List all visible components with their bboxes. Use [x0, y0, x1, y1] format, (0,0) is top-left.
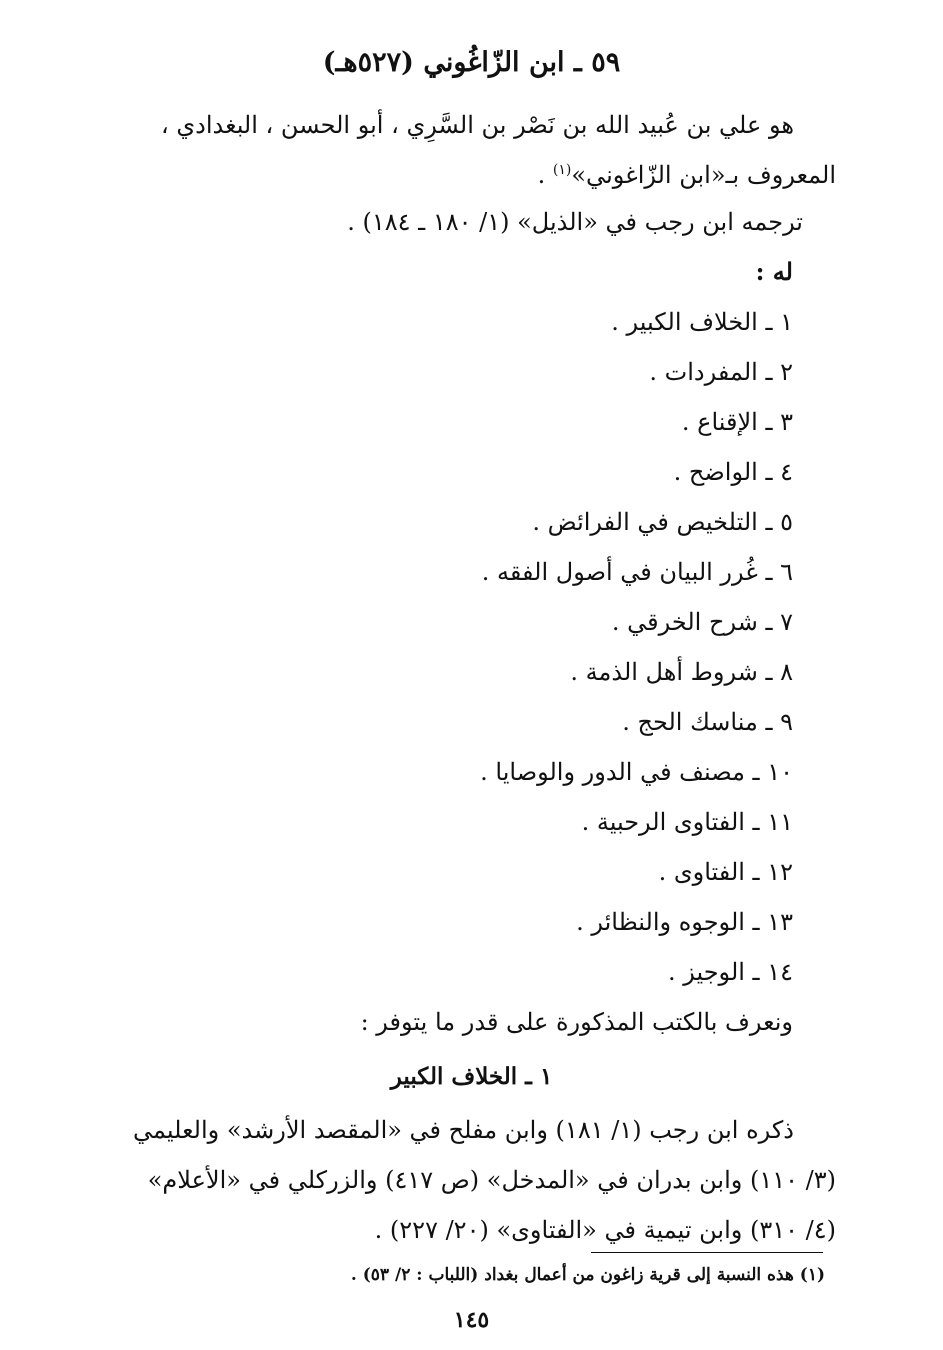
section-line-2: (٣/ ١١٠) وابن بدران في «المدخل» (ص ٤١٧) والزركلي في «الأعلام» — [147, 1166, 836, 1194]
intro-paragraph — [110, 100, 836, 200]
list-item: ١٤ ـ الوجيز . — [667, 958, 793, 986]
page-number: ١٤٥ — [453, 1307, 490, 1333]
list-item: ٦ ـ غُرر البيان في أصول الفقه . — [481, 558, 793, 586]
intro-line-1: هو علي بن عُبيد الله بن نَصْر بن السَّرِي ، أبو الحسن ، البغدادي ، — [161, 111, 794, 139]
list-item: ٨ ـ شروط أهل الذمة . — [570, 658, 793, 686]
works-intro: ونعرف بالكتب المذكورة على قدر ما يتوفر : — [360, 1008, 793, 1036]
footnote-marker: (١) — [552, 162, 572, 178]
intro-line-2-end: . — [537, 161, 553, 189]
list-item: ٣ ـ الإقناع . — [681, 408, 793, 436]
intro-line-2-text: المعروف بـ«ابن الزّاغوني» — [571, 161, 836, 189]
list-item: ١١ ـ الفتاوى الرحبية . — [581, 808, 793, 836]
list-item: ١٠ ـ مصنف في الدور والوصايا . — [480, 758, 793, 786]
list-item: ٥ ـ التلخيص في الفرائض . — [532, 508, 793, 536]
list-item: ١٢ ـ الفتاوى . — [658, 858, 793, 886]
section-line-3: (٤/ ٣١٠) وابن تيمية في «الفتاوى» (٢٠/ ٢٢٧) . — [374, 1216, 836, 1244]
list-item: ٧ ـ شرح الخرقي . — [611, 608, 793, 636]
list-item: ٢ ـ المفردات . — [649, 358, 793, 386]
biography-source: ترجمه ابن رجب في «الذيل» (١/ ١٨٠ ـ ١٨٤) . — [347, 208, 803, 236]
works-label: له : — [755, 257, 793, 286]
list-item: ٤ ـ الواضح . — [673, 458, 793, 486]
list-item: ٩ ـ مناسك الحج . — [622, 708, 793, 736]
intro-line-2 — [110, 150, 836, 200]
section-paragraph — [110, 1105, 836, 1255]
footnote: (١) هذه النسبة إلى قرية زاغون من أعمال بغداد (اللباب : ٢/ ٥٣) . — [350, 1265, 825, 1285]
list-item: ١ ـ الخلاف الكبير . — [611, 308, 793, 336]
section-line-1: ذكره ابن رجب (١/ ١٨١) وابن مفلح في «المقصد الأرشد» والعليمي — [133, 1116, 794, 1144]
footnote-divider — [591, 1252, 823, 1253]
list-item: ١٣ ـ الوجوه والنظائر . — [576, 908, 793, 936]
section-heading: ١ ـ الخلاف الكبير — [390, 1063, 553, 1090]
entry-title: ٥٩ ـ ابن الزّاغُوني (٥٢٧هـ) — [322, 47, 621, 78]
